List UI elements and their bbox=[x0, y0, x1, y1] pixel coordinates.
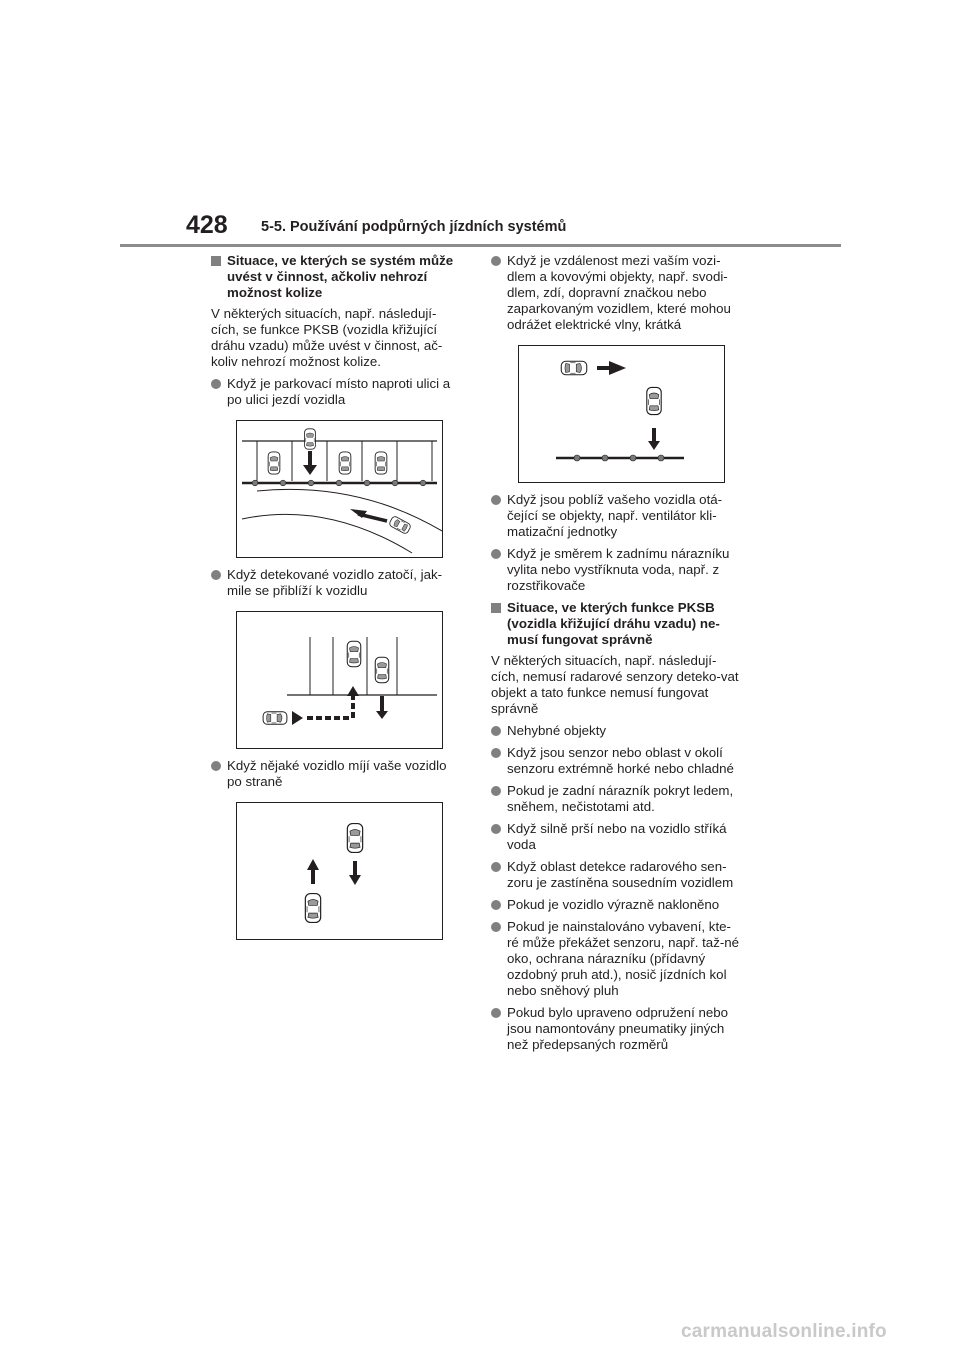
round-bullet-icon bbox=[491, 1008, 501, 1018]
left-column bbox=[211, 253, 461, 949]
bullet-text: Když nějaké vozidlo míjí vaše vozidlo po straně bbox=[227, 758, 447, 789]
bullet-text: Pokud je nainstalováno vybavení, kte-ré může překážet senzoru, např. taž-né oko, ochrana nárazníku (přídavný ozdobný pruh atd.), nosič jízdních kol nebo sněhový pluh bbox=[507, 919, 740, 998]
bullet-item bbox=[491, 546, 741, 594]
bullet-item bbox=[491, 723, 741, 739]
bullet-item bbox=[491, 821, 741, 853]
bullet-item bbox=[491, 253, 741, 333]
heading-text: Situace, ve kterých se systém může uvést v činnost, ačkoliv nehrozí možnost kolize bbox=[227, 253, 454, 300]
bullet-item bbox=[491, 919, 741, 999]
bullet-item bbox=[491, 1005, 741, 1053]
round-bullet-icon bbox=[211, 570, 221, 580]
bullet-text: Když detekované vozidlo zatočí, jak-mile se přiblíží k vozidlu bbox=[227, 567, 443, 598]
round-bullet-icon bbox=[211, 761, 221, 771]
round-bullet-icon bbox=[491, 862, 501, 872]
heading-text: Situace, ve kterých funkce PKSB (vozidla křižující dráhu vzadu) ne-musí fungovat správně bbox=[507, 600, 720, 647]
bullet-item bbox=[491, 745, 741, 777]
round-bullet-icon bbox=[491, 726, 501, 736]
section-heading-false-activation bbox=[211, 253, 461, 301]
right-column bbox=[491, 253, 741, 1059]
round-bullet-icon bbox=[491, 900, 501, 910]
bullet-item bbox=[211, 376, 461, 408]
bullet-text: Pokud je zadní nárazník pokryt ledem, sněhem, nečistotami atd. bbox=[507, 783, 734, 814]
round-bullet-icon bbox=[491, 495, 501, 505]
square-bullet-icon bbox=[491, 603, 501, 613]
header-rule bbox=[120, 244, 841, 247]
bullet-item bbox=[211, 567, 461, 599]
bullet-text: Když je parkovací místo naproti ulici a po ulici jezdí vozidla bbox=[227, 376, 451, 407]
section-heading-may-not-work bbox=[491, 600, 741, 648]
bullet-item bbox=[491, 783, 741, 815]
round-bullet-icon bbox=[491, 824, 501, 834]
bullet-text: Když je směrem k zadnímu nárazníku vylita nebo vystříknuta voda, např. z rozstřikovače bbox=[507, 546, 730, 593]
bullet-text: Když jsou senzor nebo oblast v okolí senzoru extrémně horké nebo chladné bbox=[507, 745, 734, 776]
intro-paragraph: V některých situacích, např. následují-cích, nemusí radarové senzory deteko-vat objekt a tato funkce nemusí fungovat správně bbox=[491, 653, 739, 716]
bullet-item bbox=[491, 492, 741, 540]
section-title: 5-5. Používání podpůrných jízdních systémů bbox=[261, 219, 567, 235]
site-watermark: carmanualsonline.info bbox=[681, 1321, 887, 1342]
bullet-text: Nehybné objekty bbox=[507, 723, 607, 738]
bullet-text: Pokud bylo upraveno odpružení nebo jsou namontovány pneumatiky jiných než předepsaných rozměrů bbox=[507, 1005, 729, 1052]
intro-paragraph: V některých situacích, např. následují-cích, se funkce PKSB (vozidla křižující dráhu vzadu) může uvést v činnost, ač-koliv nehrozí možnost kolize. bbox=[211, 306, 443, 369]
round-bullet-icon bbox=[491, 786, 501, 796]
round-bullet-icon bbox=[491, 549, 501, 559]
bullet-item bbox=[491, 859, 741, 891]
bullet-text: Pokud je vozidlo výrazně nakloněno bbox=[507, 897, 720, 912]
passing-vehicle-illustration bbox=[236, 802, 443, 940]
round-bullet-icon bbox=[211, 379, 221, 389]
round-bullet-icon bbox=[491, 922, 501, 932]
square-bullet-icon bbox=[211, 256, 221, 266]
bullet-item bbox=[211, 758, 461, 790]
round-bullet-icon bbox=[491, 256, 501, 266]
parking-across-street-illustration bbox=[236, 420, 443, 558]
vehicle-turning-illustration bbox=[236, 611, 443, 749]
round-bullet-icon bbox=[491, 748, 501, 758]
bullet-text: Když oblast detekce radarového sen-zoru je zastíněna sousedním vozidlem bbox=[507, 859, 734, 890]
bullet-text: Když silně prší nebo na vozidlo stříká voda bbox=[507, 821, 727, 852]
bullet-text: Když je vzdálenost mezi vaším vozi-dlem a kovovými objekty, např. svodi-dlem, zdí, dopravní značkou nebo zaparkovaným vozidlem, které mohou odrážet elektrické vlny, krátká bbox=[507, 253, 731, 332]
page-number: 428 bbox=[186, 211, 228, 239]
bullet-item bbox=[491, 897, 741, 913]
metal-objects-illustration bbox=[518, 345, 725, 483]
bullet-text: Když jsou poblíž vašeho vozidla otá-čející se objekty, např. ventilátor kli-matizační jednotky bbox=[507, 492, 723, 539]
